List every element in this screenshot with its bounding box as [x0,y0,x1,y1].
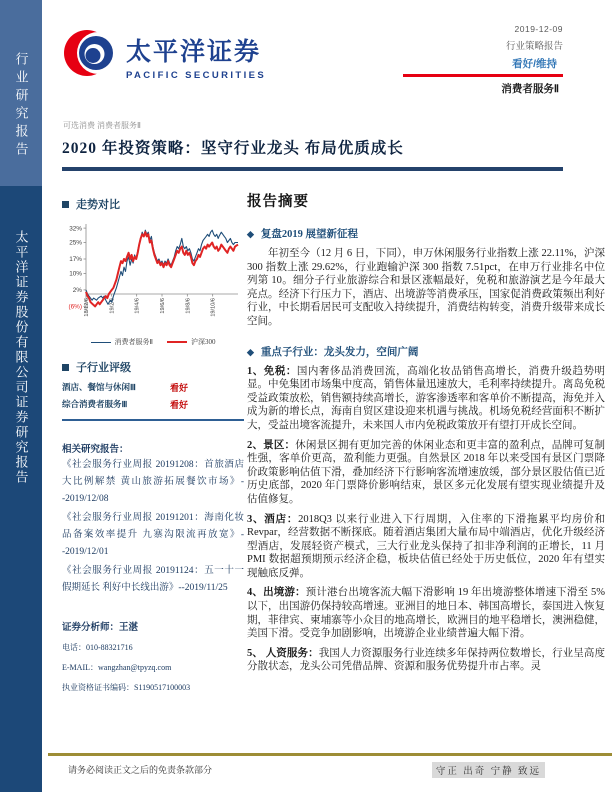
summary-heading: 报告摘要 [247,194,309,210]
trend-comparison-chart [62,220,242,336]
legend-line-icon [91,342,111,343]
summary-section-1-title: 复盘2019 展望新征程 [260,229,359,240]
summary-item-lead: 2、景区： [247,439,296,451]
brand-block [126,32,266,81]
summary-item-text: 2018Q3 以来行业进入下行周期，入住率的下滑拖累平均房价和 Revpar，经营数据不断探底。随着酒店集团大量布局中端酒店，优化升级经济型酒店，发展轻资产模式，三大行业龙头保持了扣非净利润的正增长，11 月 PMI 数据超预期预示经济企稳，板块估值已经处于历史低位，2020 年有望实现触底反弹。 [247,513,605,579]
sidebar-bottom-label: 太平洋证券股份有限公司证券研究报告 [13,230,29,485]
subindustry-rating: 看好 [170,383,189,393]
svg-text:19/4/6: 19/4/6 [134,298,141,314]
summary-item-lead: 5、 人资服务： [247,647,319,659]
analyst-email: E-MAIL：wangzhan@tpyzq.com [62,663,172,672]
svg-text:2%: 2% [72,287,82,295]
diamond-bullet-icon: ◆ [247,229,254,239]
industry-rating-status: 看好/维持 [512,58,557,70]
header-meta-block [403,24,563,96]
related-report-item: 《社会服务行业周报 20191124：五一十一假期延长 利好中长线出游》--2019/11/25 [62,566,244,593]
analyst-license: 执业资格证书编码：S1190517100003 [62,683,191,692]
subindustry-name: 综合消费者服务Ⅲ [62,399,128,409]
summary-item [247,513,605,581]
summary-section-2-title: 重点子行业：龙头发力，空间广阔 [260,346,419,358]
diamond-bullet-icon: ◆ [247,346,254,357]
summary-item [247,439,605,507]
summary-item-lead: 3、酒店： [247,513,299,525]
summary-item-text: 休闲景区拥有更加完善的休闲业态和更丰富的盈利点，品牌可复制性强，客单价更高，盈利能力更强。自然景区 2018 年以来受国有景区门票降价政策影响估值下滑，叠加经济下行影响客流增速放缓，部分景区股估值已近历史底部，2020 年门票降价影响结束，景区多元化发展有望实现业绩提升及估值修复。 [247,439,606,505]
summary-section-1-header [247,226,605,241]
svg-text:19/8/6: 19/8/6 [185,298,192,314]
subindustry-section-header [62,359,244,375]
brand-name: 太平洋证券 [126,38,262,66]
svg-text:19/6/6: 19/6/6 [160,298,166,314]
svg-text:19/2/6: 19/2/6 [109,298,116,314]
title-divider [62,167,563,171]
rating-underline [403,74,563,77]
subindustry-name: 酒店、餐馆与休闲Ⅲ [62,382,136,392]
svg-text:19/10/6: 19/10/6 [210,298,217,317]
svg-text:18/12/6: 18/12/6 [84,298,90,317]
square-bullet-icon [62,201,69,208]
svg-text:(6%): (6%) [68,303,82,311]
svg-text:10%: 10% [69,270,82,278]
rating-row [62,381,244,394]
sidebar-top-band [0,0,42,186]
summary-panel [247,190,605,674]
trend-section-title: 走势对比 [76,199,120,211]
summary-item-text: 我国人力资源服务行业连续多年保持两位数增长，行业呈高度分散状态，龙头公司凭借品牌、资源和服务优势提升市占率。灵 [247,647,606,673]
subindustry-rating-table [62,381,244,421]
svg-text:17%: 17% [69,256,82,264]
related-report-item: 《社会服务行业周报 20191201：海南化妆品备案效率提升 九寨沟限流再放宽》--2019/12/01 [62,513,244,557]
legend-line-icon [167,341,187,343]
legend-item: 消费者服务Ⅱ [91,337,153,347]
report-type-label: 行业策略报告 [505,41,563,52]
left-panel [62,196,244,693]
summary-item-text: 预计港台出境客流大幅下滑影响 19 年出境游整体增速下滑至 5%以下，出国游仍保持较高增速。亚洲目的地日本、韩国高增长，泰国进入恢复期，菲律宾、柬埔寨等小众目的地高增长，欧洲目的地平稳增长，澳洲稳健，美国下滑。受竞争加剧影响，出境游企业业绩普遍大幅下滑。 [247,587,606,640]
motto-text: 守正 出奇 宁静 致远 [432,762,545,778]
square-bullet-icon [62,364,69,371]
summary-section-2-header [247,344,605,359]
disclaimer-text: 请务必阅读正文之后的免责条款部分 [68,765,213,775]
sidebar-bottom-band [0,186,42,792]
summary-item-text: 国内奢侈品消费回流，高端化妆品销售高增长，消费升级趋势明显。中免集团市场集中度高，销售体量迅速放大，毛利率持续提升。离岛免税受益政策放松，销售额持续高增长，游客渗透率和客单价不断提高，海免并入成为新的增长点，海南自贸区建设迎来机遇与挑战。机场免税经营面积不断扩大，受益出境客流提升，未来国人市内免税政策放开有望打开成长空间。 [247,365,606,431]
summary-item-lead: 4、出境游： [247,587,306,599]
trend-section-header [62,196,244,212]
subindustry-rating: 看好 [170,400,189,410]
chart-legend [62,337,244,347]
pacific-securities-logo-icon [62,24,120,82]
svg-text:32%: 32% [69,225,82,233]
summary-item [247,586,605,640]
summary-item [247,647,605,674]
analyst-phone: 电话：010-88321716 [62,643,133,652]
brand-name-en: PACIFIC SECURITIES [126,70,267,81]
summary-item [247,365,605,433]
footer-divider [48,753,612,756]
svg-text:25%: 25% [69,239,82,247]
related-reports-title: 相关研究报告： [62,445,129,455]
analyst-name: 证券分析师：王湛 [62,623,139,633]
subindustry-section-title: 子行业评级 [76,362,131,374]
report-date: 2019-12-09 [514,24,563,34]
related-report-item: 《社会服务行业周报 20191208：首旅酒店大比例解禁 黄山旅游拓展餐饮市场》--2019/12/08 [62,460,244,504]
sidebar-top-label: 行业研究报告 [13,52,29,160]
industry-label: 消费者服务Ⅱ [501,83,559,95]
page-title: 2020 年投资策略：坚守行业龙头 布局优质成长 [62,140,404,157]
legend-item: 沪深300 [167,337,216,347]
summary-section-1-body: 年初至今（12 月 6 日，下同），申万休闲服务行业指数上涨 22.11%，沪深 300 指数上涨 29.62%，行业跑输沪深 300 指数 7.51pct，在申万行业排名中位列第 10。细分子行业旅游综合和景区涨幅最好，免税和旅游演艺是今年最大亮点。经济下行压力下，酒店、出境游等消费承压，国家促消费政策频出利好行业，中长期看居民可支配收入持续提升，消费结构转变，消费升级带来成长空间。 [247,248,605,327]
summary-item-lead: 1、免税： [247,365,297,377]
rating-row [62,398,244,411]
breadcrumb: 可选消费 消费者服务Ⅱ [63,121,141,130]
